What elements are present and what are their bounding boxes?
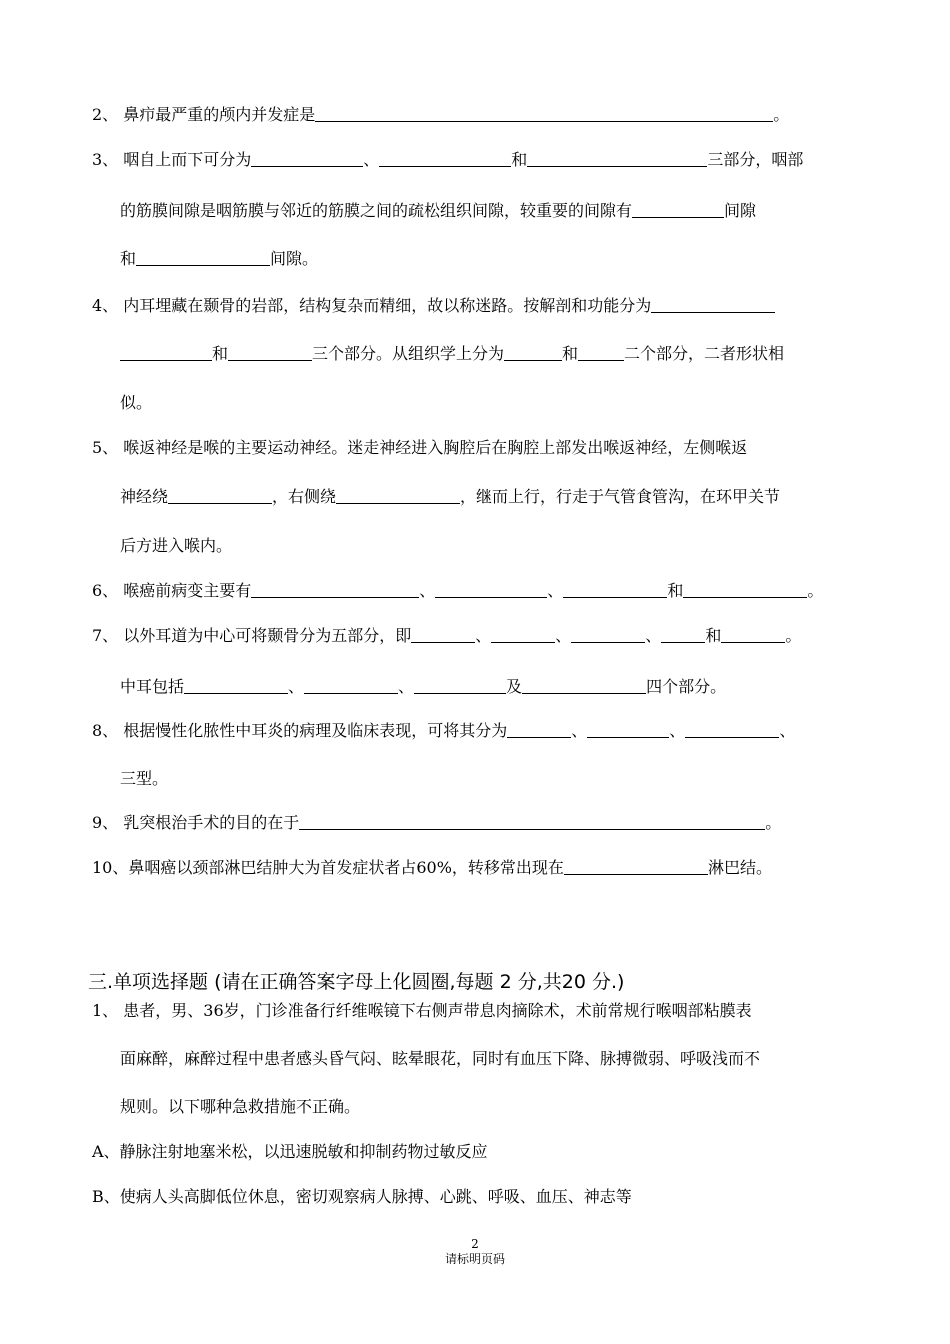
answer-blank[interactable] <box>632 201 724 218</box>
answer-blank[interactable] <box>411 626 475 643</box>
answer-blank[interactable] <box>136 249 270 266</box>
question-7-line-2 <box>120 676 726 698</box>
answer-blank[interactable] <box>563 581 667 598</box>
mc-q1-text-3: 规则。以下哪种急救措施不正确。 <box>120 1097 361 1116</box>
answer-blank[interactable] <box>571 626 645 643</box>
q5-text-5: 后方进入喉内。 <box>120 536 233 555</box>
option-b[interactable] <box>92 1186 632 1208</box>
q2-text: 2、 鼻疖最严重的颅内并发症是 <box>92 105 316 124</box>
answer-blank[interactable] <box>661 626 705 643</box>
q3-text: 3、 咽自上而下可分为 <box>92 150 252 169</box>
q3-text-5: 间隙。 <box>270 249 319 268</box>
question-4-line-3 <box>120 392 152 414</box>
answer-blank[interactable] <box>491 626 555 643</box>
q6-text: 6、 喉癌前病变主要有 <box>92 581 252 600</box>
answer-blank[interactable] <box>336 487 460 504</box>
q5-text-3: ，右侧绕 <box>272 487 337 506</box>
q7-text-3: 四个部分。 <box>646 677 727 696</box>
option-a-text: A、静脉注射地塞米松，以迅速脱敏和抑制药物过敏反应 <box>92 1142 488 1161</box>
q5-text-2: 神经绕 <box>120 487 169 506</box>
q8-text-2: 三型。 <box>120 769 169 788</box>
q6-end: 。 <box>807 581 824 600</box>
q4-and-2: 和 <box>562 344 579 363</box>
answer-blank[interactable] <box>315 105 773 122</box>
question-3-line-2 <box>120 200 756 222</box>
question-5-line-1 <box>92 437 747 459</box>
question-9 <box>92 812 781 834</box>
q3-text-3: 的筋膜间隙是咽筋膜与邻近的筋膜之间的疏松组织间隙，较重要的间隙有 <box>120 201 633 220</box>
answer-blank[interactable] <box>683 581 807 598</box>
q8-sep-3: 、 <box>779 721 796 740</box>
answer-blank[interactable] <box>527 150 707 167</box>
q5-text-4: ，继而上行，行走于气管食管沟，在环甲关节 <box>460 487 781 506</box>
q7-text-2: 中耳包括 <box>120 677 185 696</box>
answer-blank[interactable] <box>120 344 212 361</box>
q3-text-4: 间隙 <box>724 201 757 220</box>
answer-blank[interactable] <box>168 487 272 504</box>
q7-and-2: 及 <box>506 677 523 696</box>
answer-blank[interactable] <box>504 344 562 361</box>
answer-blank[interactable] <box>578 344 624 361</box>
q7-end: 。 <box>785 626 802 645</box>
mc-question-1-line-1 <box>92 1000 752 1022</box>
question-4-line-1 <box>92 295 775 317</box>
q10-end: 淋巴结。 <box>707 858 772 877</box>
q8-sep: 、 <box>571 721 588 740</box>
answer-blank[interactable] <box>228 344 312 361</box>
answer-blank[interactable] <box>251 150 363 167</box>
answer-blank[interactable] <box>414 677 506 694</box>
q7-sep-2: 、 <box>555 626 572 645</box>
answer-blank[interactable] <box>379 150 511 167</box>
answer-blank[interactable] <box>587 721 669 738</box>
q3-and: 和 <box>511 150 528 169</box>
q4-text-4: 似。 <box>120 393 153 412</box>
q4-and: 和 <box>212 344 229 363</box>
question-3-line-3 <box>120 248 318 270</box>
q3-text-2: 三部分，咽部 <box>707 150 804 169</box>
option-b-text: B、使病人头高脚低位休息，密切观察病人脉搏、心跳、呼吸、血压、神志等 <box>92 1187 632 1206</box>
mc-question-1-line-2 <box>120 1048 760 1070</box>
answer-blank[interactable] <box>251 581 419 598</box>
mc-question-1-line-3 <box>120 1096 360 1118</box>
answer-blank[interactable] <box>721 626 785 643</box>
question-10 <box>92 857 772 879</box>
section-3-heading: 三.单项选择题 (请在正确答案字母上化圆圈,每题 2 分,共20 分.) <box>88 971 625 993</box>
question-2 <box>92 104 789 126</box>
question-7-line-1 <box>92 625 801 647</box>
q8-sep-2: 、 <box>669 721 686 740</box>
question-4-line-2 <box>120 343 784 365</box>
mc-q1-text-2: 面麻醉，麻醉过程中患者感头昏气闷、眩晕眼花，同时有血压下降、脉搏微弱、呼吸浅而不 <box>120 1049 761 1068</box>
q9-text: 9、 乳突根治手术的目的在于 <box>92 813 300 832</box>
q6-sep: 、 <box>419 581 436 600</box>
q7-and: 和 <box>705 626 722 645</box>
question-5-line-3 <box>120 535 232 557</box>
answer-blank[interactable] <box>564 858 708 875</box>
q7-sep-4: 、 <box>288 677 305 696</box>
mc-q1-text: 1、 患者，男、36岁，门诊准备行纤维喉镜下右侧声带息肉摘除术，术前常规行喉咽部粘膜表 <box>92 1001 752 1020</box>
q3-sep: 、 <box>363 150 380 169</box>
option-a[interactable] <box>92 1141 488 1163</box>
q7-sep-5: 、 <box>398 677 415 696</box>
q4-text: 4、 内耳埋藏在颞骨的岩部，结构复杂而精细，故以称迷路。按解剖和功能分为 <box>92 296 652 315</box>
q9-end: 。 <box>765 813 782 832</box>
question-8-line-2 <box>120 768 168 790</box>
q5-text: 5、 喉返神经是喉的主要运动神经。迷走神经进入胸腔后在胸腔上部发出喉返神经，左侧喉返 <box>92 438 748 457</box>
page-label: 请标明页码 <box>444 1252 505 1266</box>
answer-blank[interactable] <box>184 677 288 694</box>
q7-sep-3: 、 <box>645 626 662 645</box>
q10-text: 10、鼻咽癌以颈部淋巴结肿大为首发症状者占60%，转移常出现在 <box>92 858 564 877</box>
q7-sep: 、 <box>475 626 492 645</box>
answer-blank[interactable] <box>435 581 547 598</box>
answer-blank[interactable] <box>685 721 779 738</box>
q8-text: 8、 根据慢性化脓性中耳炎的病理及临床表现，可将其分为 <box>92 721 508 740</box>
page-number: 2 <box>471 1237 479 1251</box>
q6-sep-2: 、 <box>547 581 564 600</box>
answer-blank[interactable] <box>304 677 398 694</box>
q4-text-3: 二个部分，二者形状相 <box>624 344 785 363</box>
question-5-line-2 <box>120 486 780 508</box>
answer-blank[interactable] <box>507 721 571 738</box>
answer-blank[interactable] <box>522 677 646 694</box>
q4-text-2: 三个部分。从组织学上分为 <box>312 344 505 363</box>
q6-and: 和 <box>667 581 684 600</box>
q7-text: 7、 以外耳道为中心可将颞骨分为五部分，即 <box>92 626 412 645</box>
question-8-line-1 <box>92 720 795 742</box>
q3-and-2: 和 <box>120 249 137 268</box>
answer-blank[interactable] <box>299 813 765 830</box>
answer-blank[interactable] <box>651 296 775 313</box>
question-6 <box>92 580 823 602</box>
question-3-line-1 <box>92 149 803 171</box>
q2-end: 。 <box>773 105 790 124</box>
